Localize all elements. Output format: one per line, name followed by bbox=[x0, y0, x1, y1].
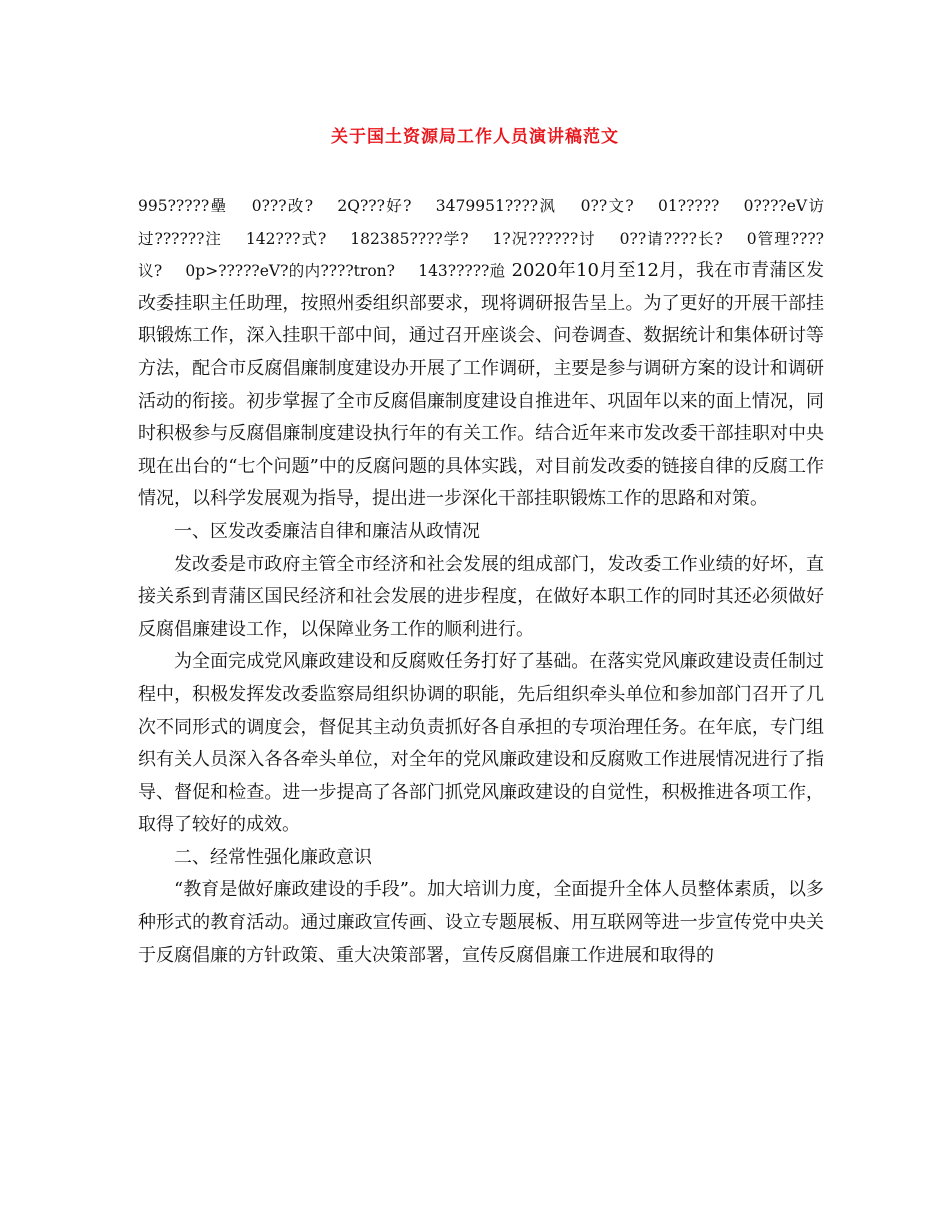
document-body bbox=[138, 190, 824, 972]
document-title: 关于国土资源局工作人员演讲稿范文 bbox=[331, 127, 619, 147]
paragraph-3: 为全面完成党风廉政建设和反腐败任务打好了基础。在落实党风廉政建设责任制过程中，积极发挥发改委监察局组织协调的职能，先后组织牵头单位和参加部门召开了几次不同形式的调度会，督促其主动负责抓好各自承担的专项治理任务。在年底，专门组织有关人员深入各各牵头单位，对全年的党风廉政建设和反腐败工作进展情况进行了指导、督促和检查。进一步提高了各部门抓党风廉政建设的自觉性，积极推进各项工作，取得了较好的成效。 bbox=[138, 651, 824, 836]
section-heading-2: 二、经常性强化廉政意识 bbox=[174, 846, 372, 868]
paragraph-intro bbox=[138, 190, 824, 516]
garbled-text: 995?????壘 0???改? 2Q???好? 3479951????沨 0??文? 01????? 0????eV访过??????注 142???式? 182385????学? 1?况??????讨 0??请????长? 0管理????议? 0p>?????eV?的内????tron? 143?????兘 bbox=[138, 197, 824, 281]
paragraph-text: 2020年10月至12月，我在市青蒲区发改委挂职主任助理，按照州委组织部要求，现将调研报告呈上。为了更好的开展干部挂职锻炼工作，深入挂职干部中间，通过召开座谈会、问卷调查、数据统计和集体研讨等方法，配合市反腐倡廉制度建设办开展了工作调研，主要是参与调研方案的设计和调研活动的衔接。初步掌握了全市反腐倡廉制度建设自推进年、巩固年以来的面上情况，同时积极参与反腐倡廉制度建设执行年的有关工作。结合近年来市发改委干部挂职对中央现在出台的“七个问题”中的反腐问题的具体实践，对目前发改委的链接自律的反腐工作情况，以科学发展观为指导，提出进一步深化干部挂职锻炼工作的思路和对策。 bbox=[138, 260, 824, 510]
paragraph-2: 发改委是市政府主管全市经济和社会发展的组成部门，发改委工作业绩的好坏，直接关系到青蒲区国民经济和社会发展的进步程度，在做好本职工作的同时其还必须做好反腐倡廉建设工作，以保障业务工作的顺利进行。 bbox=[138, 553, 824, 640]
section-heading-1: 一、区发改委廉洁自律和廉洁从政情况 bbox=[174, 520, 480, 542]
paragraph-5: “教育是做好廉政建设的手段”。加大培训力度，全面提升全体人员整体素质，以多种形式的教育活动。通过廉政宣传画、设立专题展板、用互联网等进一步宣传党中央关于反腐倡廉的方针政策、重大决策部署，宣传反腐倡廉工作进展和取得的 bbox=[138, 879, 824, 966]
